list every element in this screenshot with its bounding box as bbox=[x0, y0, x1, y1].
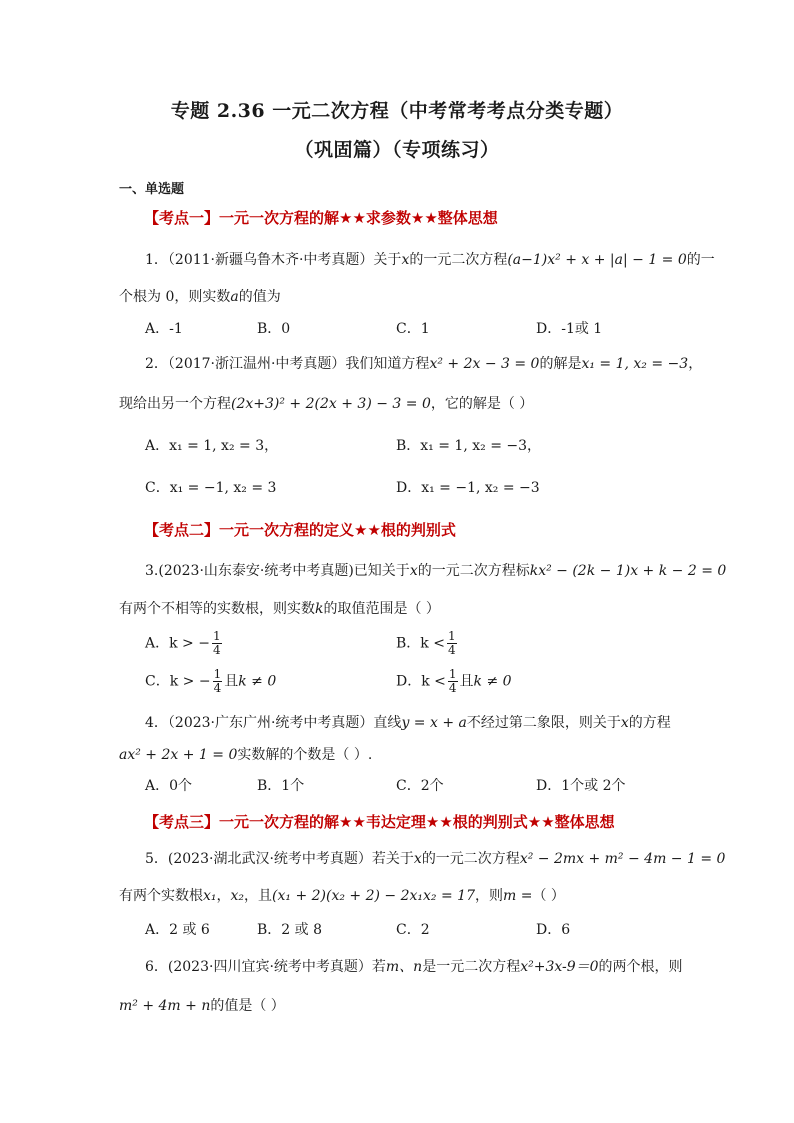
question-5-prefix: 5．(2023·湖北武汉·统考中考真题）若关于 bbox=[145, 851, 414, 867]
question-5-comma: ， bbox=[216, 888, 231, 904]
question-4-var: x bbox=[620, 715, 629, 731]
question-5-option-a[interactable]: A．2 或 6 bbox=[145, 922, 210, 938]
question-5-line2d: （ ） bbox=[532, 888, 565, 904]
question-3-line-2 bbox=[119, 598, 440, 618]
question-1-option-d[interactable]: D．-1或 1 bbox=[536, 321, 603, 337]
question-3-line2-var: k bbox=[315, 601, 324, 617]
fraction-one-quarter: $\frac{1}{4}$ bbox=[448, 667, 457, 695]
question-3-prefix: 3.(2023·山东泰安·统考中考真题)已知关于 bbox=[145, 563, 410, 579]
question-3-var: x bbox=[409, 563, 418, 579]
question-4-line-1 bbox=[145, 712, 671, 732]
question-4-option-b[interactable]: B．1个 bbox=[257, 778, 305, 794]
question-5-mid: 的一元二次方程 bbox=[421, 851, 520, 867]
question-2-suffix: ， bbox=[688, 356, 703, 372]
question-2-option-a[interactable]: A．x₁ = 1, x₂ = 3， bbox=[145, 438, 279, 454]
and-text: 且 bbox=[224, 673, 239, 690]
kaodian-heading-1: 【考点一】一元一次方程的解★★求参数★★整体思想 bbox=[144, 209, 498, 227]
question-5-line-2 bbox=[119, 885, 565, 905]
question-1-line-2 bbox=[119, 286, 281, 306]
question-4-option-d[interactable]: D．1个或 2个 bbox=[536, 778, 626, 794]
question-1-line-1 bbox=[145, 249, 715, 269]
document-subtitle: （巩固篇）（专项练习） bbox=[294, 139, 500, 161]
question-2-line-1 bbox=[145, 353, 702, 373]
question-5-line2a: 有两个实数根 bbox=[119, 888, 203, 904]
question-4-equation: y = x + a bbox=[401, 715, 467, 731]
question-4-option-a[interactable]: A．0个 bbox=[145, 778, 193, 794]
question-2-line2a: 现给出另一个方程 bbox=[119, 396, 231, 412]
question-3-option-b[interactable] bbox=[396, 630, 459, 657]
fraction-one-quarter: $\frac{1}{4}$ bbox=[213, 667, 222, 695]
question-6-line2-equation: m² + 4m + n bbox=[119, 998, 211, 1014]
fraction-one-quarter: $\frac{1}{4}$ bbox=[447, 629, 456, 657]
question-3-option-d-text: D．k < bbox=[396, 673, 446, 690]
question-4-prefix: 4．（2023·广东广州·统考中考真题）直线 bbox=[145, 715, 402, 731]
question-5-x1: x₁ bbox=[203, 888, 217, 904]
question-5-option-d[interactable]: D．6 bbox=[536, 922, 571, 938]
question-3-line-1 bbox=[145, 560, 726, 580]
question-6-vars: m、n bbox=[385, 959, 423, 975]
question-2-option-b[interactable]: B．x₁ = 1, x₂ = −3， bbox=[396, 438, 542, 454]
question-5-line2c: ，则 bbox=[474, 888, 503, 904]
question-4-line2-equation: ax² + 2x + 1 = 0 bbox=[119, 747, 238, 763]
question-5-line-1 bbox=[145, 848, 725, 868]
k-not-zero: k ≠ 0 bbox=[238, 673, 277, 690]
question-6-line2b: 的值是（ ） bbox=[210, 998, 285, 1014]
question-3-line2a: 有两个不相等的实数根，则实数 bbox=[119, 601, 315, 617]
question-1-equation: (a−1)x² + x + |a| − 1 = 0 bbox=[507, 252, 687, 268]
question-3-option-a[interactable] bbox=[145, 630, 224, 657]
question-3-option-a-text: A．k > − bbox=[145, 635, 210, 652]
question-1-option-a[interactable]: A．-1 bbox=[145, 321, 183, 337]
question-6-equation: x²+3x-9＝0 bbox=[520, 959, 599, 975]
kaodian-heading-3: 【考点三】一元一次方程的解★★韦达定理★★根的判别式★★整体思想 bbox=[144, 813, 615, 831]
question-5-m: m = bbox=[502, 888, 533, 904]
question-6-mid: 是一元二次方程 bbox=[422, 959, 521, 975]
question-2-equation: x² + 2x − 3 = 0 bbox=[429, 356, 540, 372]
and-text: 且 bbox=[459, 673, 474, 690]
question-1-line2-var: a bbox=[230, 289, 239, 305]
question-5-equation: x² − 2mx + m² − 4m − 1 = 0 bbox=[519, 851, 726, 867]
question-1-var: x bbox=[401, 252, 410, 268]
question-2-line2b: ，它的解是（ ） bbox=[430, 396, 534, 412]
question-3-line2b: 的取值范围是（ ） bbox=[323, 601, 440, 617]
question-1-mid: 的一元二次方程 bbox=[409, 252, 508, 268]
question-5-var: x bbox=[413, 851, 422, 867]
question-2-prefix: 2．（2017·浙江温州·中考真题）我们知道方程 bbox=[145, 356, 430, 372]
question-6-suffix: 的两个根，则 bbox=[598, 959, 683, 975]
question-2-line2-equation: (2x+3)² + 2(2x + 3) − 3 = 0 bbox=[231, 396, 431, 412]
question-6-line-2 bbox=[119, 995, 285, 1015]
question-1-line2a: 个根为 0，则实数 bbox=[119, 289, 231, 305]
question-4-line2b: 实数解的个数是（ ）. bbox=[237, 747, 373, 763]
question-5-x2: x₂ bbox=[230, 888, 245, 904]
question-1-line2b: 的值为 bbox=[238, 289, 281, 305]
fraction-one-quarter: $\frac{1}{4}$ bbox=[212, 629, 221, 657]
question-1-option-c[interactable]: C．1 bbox=[396, 321, 430, 337]
question-3-option-b-text: B．k < bbox=[396, 635, 445, 652]
question-6-prefix: 6．(2023·四川宜宾·统考中考真题）若 bbox=[145, 959, 386, 975]
question-5-option-b[interactable]: B．2 或 8 bbox=[257, 922, 323, 938]
section-heading: 一、单选题 bbox=[119, 182, 185, 197]
question-5-option-c[interactable]: C．2 bbox=[396, 922, 430, 938]
question-3-option-c[interactable] bbox=[145, 668, 276, 695]
question-6-line-1 bbox=[145, 956, 683, 976]
question-3-option-d[interactable] bbox=[396, 668, 512, 695]
question-1-option-b[interactable]: B．0 bbox=[257, 321, 291, 337]
question-3-mid: 的一元二次方程标 bbox=[417, 563, 530, 579]
question-2-solution: x₁ = 1, x₂ = −3 bbox=[581, 356, 689, 372]
k-not-zero: k ≠ 0 bbox=[473, 673, 512, 690]
kaodian-heading-2: 【考点二】一元一次方程的定义★★根的判别式 bbox=[144, 521, 456, 539]
question-2-option-d[interactable]: D．x₁ = −1, x₂ = −3 bbox=[396, 480, 540, 496]
question-3-equation: kx² − (2k − 1)x + k − 2 = 0 bbox=[529, 563, 727, 579]
question-3-option-c-text: C．k > − bbox=[145, 673, 211, 690]
question-4-line-2 bbox=[119, 744, 372, 764]
question-1-suffix: 的一 bbox=[686, 252, 715, 268]
question-4-suffix: 的方程 bbox=[628, 715, 671, 731]
question-2-mid: 的解是 bbox=[539, 356, 582, 372]
question-4-option-c[interactable]: C．2个 bbox=[396, 778, 444, 794]
question-1-prefix: 1．（2011·新疆乌鲁木齐·中考真题）关于 bbox=[145, 252, 402, 268]
document-title: 专题 2.36 一元二次方程（中考常考考点分类专题） bbox=[170, 100, 624, 122]
question-5-line2b: ，且 bbox=[244, 888, 273, 904]
question-2-option-c[interactable]: C．x₁ = −1, x₂ = 3 bbox=[145, 480, 277, 496]
question-5-line2-equation: (x₁ + 2)(x₂ + 2) − 2x₁x₂ = 17 bbox=[272, 888, 475, 904]
question-4-mid: 不经过第二象限，则关于 bbox=[466, 715, 621, 731]
question-2-line-2 bbox=[119, 393, 533, 413]
